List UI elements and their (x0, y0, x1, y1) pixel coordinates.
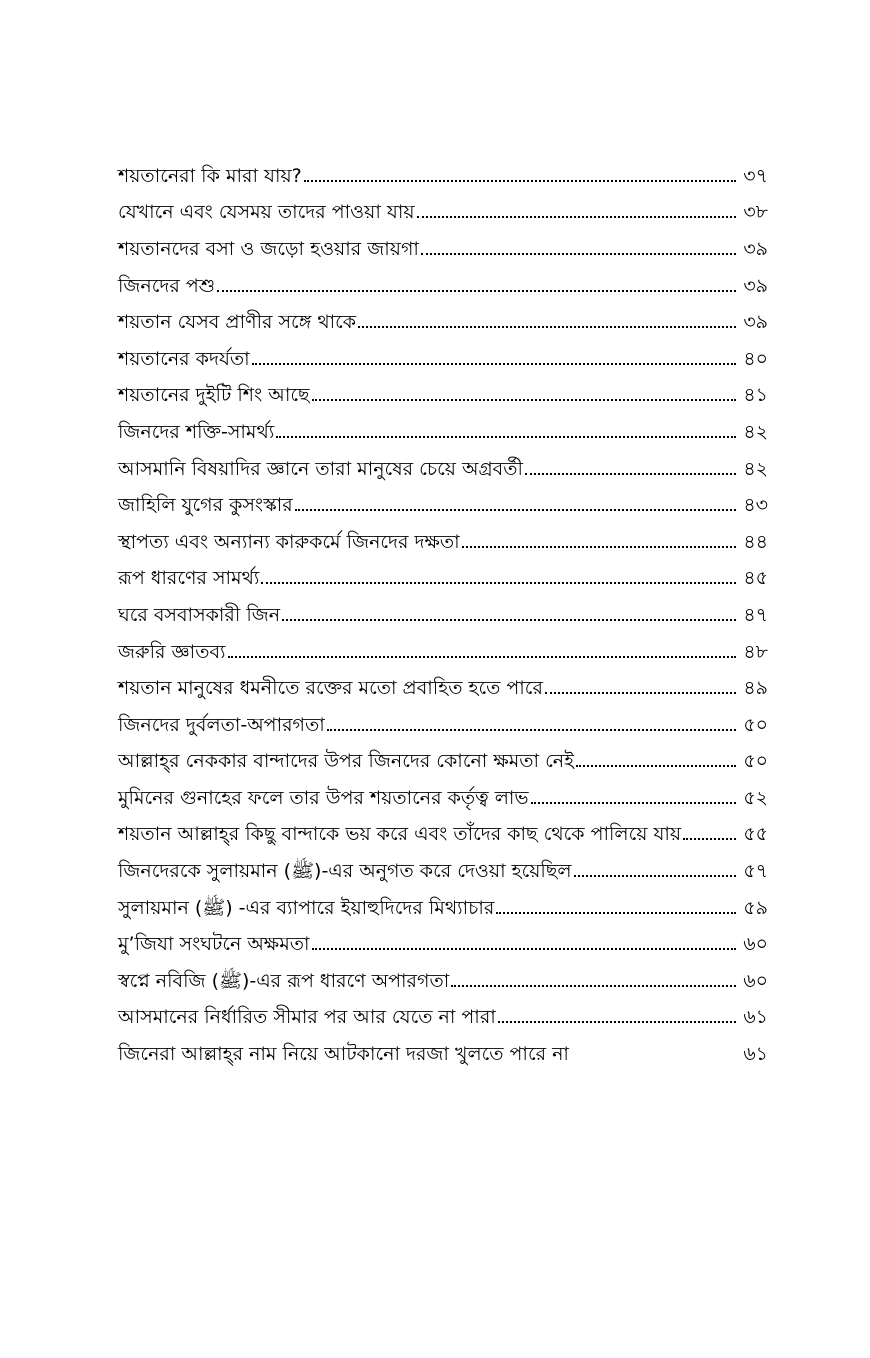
dot-leader (228, 655, 736, 658)
toc-entry-title: জিনদের পশু (118, 274, 216, 297)
toc-entry-page: ৪৮ (743, 640, 768, 663)
toc-entry[interactable] (118, 414, 768, 451)
dot-leader (327, 728, 736, 731)
toc-entry[interactable] (118, 561, 768, 598)
toc-entry-page: ৩৯ (743, 311, 768, 334)
toc-entry-title: জিনদের শক্তি-সামর্থ্য (118, 420, 275, 443)
dot-leader (531, 801, 736, 804)
toc-entry[interactable] (118, 378, 768, 415)
toc-entry-title: যেখানে এবং যেসময় তাদের পাওয়া যায় (118, 201, 415, 224)
toc-entry[interactable] (118, 524, 768, 561)
toc-entry[interactable] (118, 963, 768, 1000)
toc-entry-title: জিনেরা আল্লাহ্‌র নাম নিয়ে আটকানো দরজা খুলতে পারে না (118, 1043, 569, 1066)
toc-entry-title: শয়তানের দুইটি শিং আছে (118, 384, 310, 407)
toc-entry-title: আসমানের নির্ধারিত সীমার পর আর যেতে না পারা (118, 1006, 496, 1029)
dot-leader (462, 545, 736, 548)
toc-entry-title: শয়তানের কদর্যতা (118, 347, 250, 370)
toc-entry-page: ৫২ (743, 786, 768, 809)
dot-leader (417, 215, 736, 218)
dot-leader (421, 252, 736, 255)
toc-entry-title: শয়তানদের বসা ও জড়ো হওয়ার জায়গা (118, 237, 419, 260)
toc-entry[interactable] (118, 231, 768, 268)
toc-entry[interactable] (118, 853, 768, 890)
toc-entry[interactable] (118, 670, 768, 707)
table-of-contents (118, 158, 768, 1073)
toc-entry-title: জরুরি জ্ঞাতব্য (118, 640, 226, 663)
toc-entry-title: জিনদেরকে সুলায়মান (ﷺ)-এর অনুগত করে দেওয়া হয়েছিল (118, 860, 572, 883)
toc-entry[interactable] (118, 744, 768, 781)
dot-leader (576, 764, 736, 767)
toc-entry-title: জাহিলি যুগের কুসংস্কার (118, 494, 293, 517)
toc-entry-page: ৩৯ (743, 237, 768, 260)
toc-entry-title: জিনদের দুর্বলতা-অপারগতা (118, 713, 325, 736)
toc-entry-page: ৫৫ (743, 823, 768, 846)
dot-leader (261, 581, 736, 584)
toc-entry-page: ৪৩ (743, 494, 768, 517)
toc-entry-page: ৬১ (743, 1006, 768, 1029)
toc-entry-title: আসমানি বিষয়াদির জ্ঞানে তারা মানুষের চেয়ে অগ্রবর্তী (118, 457, 523, 480)
toc-entry[interactable] (118, 890, 768, 927)
toc-entry[interactable] (118, 634, 768, 671)
toc-entry-page: ৬১ (743, 1043, 768, 1066)
dot-leader (498, 1020, 736, 1023)
toc-entry[interactable] (118, 304, 768, 341)
toc-entry-page: ৫৯ (743, 896, 768, 919)
toc-entry-title: ঘরে বসবাসকারী জিন (118, 603, 281, 626)
dot-leader (525, 472, 736, 475)
dot-leader (683, 837, 736, 840)
dot-leader (545, 691, 736, 694)
toc-entry[interactable] (118, 341, 768, 378)
toc-entry-page: ৪০ (743, 347, 768, 370)
toc-entry-page: ৩৭ (743, 164, 768, 187)
toc-entry-title: মু’জিযা সংঘটনে অক্ষমতা (118, 933, 310, 956)
toc-entry-title: সুলায়মান (ﷺ) -এর ব্যাপারে ইয়াহুদিদের মিথ্যাচার (118, 896, 495, 919)
toc-entry-title: স্বপ্নে নবিজি (ﷺ)-এর রূপ ধারণে অপারগতা (118, 969, 450, 992)
dot-leader (217, 289, 736, 292)
toc-entry[interactable] (118, 780, 768, 817)
dot-leader (295, 508, 736, 511)
dot-leader (312, 947, 736, 950)
toc-entry[interactable] (118, 1036, 768, 1073)
dot-leader (304, 179, 736, 182)
toc-entry[interactable] (118, 817, 768, 854)
dot-leader (358, 325, 736, 328)
toc-entry[interactable] (118, 451, 768, 488)
toc-entry-page: ৫০ (743, 750, 768, 773)
toc-entry-page: ৪১ (743, 384, 768, 407)
toc-entry-page: ৩৯ (743, 274, 768, 297)
toc-entry[interactable] (118, 268, 768, 305)
toc-entry-title: শয়তান যেসব প্রাণীর সঙ্গে থাকে (118, 311, 357, 334)
toc-entry-title: শয়তান মানুষের ধমনীতে রক্তের মতো প্রবাহিত হতে পারে (118, 677, 543, 700)
toc-entry-title: স্থাপত্য এবং অন্যান্য কারুকর্মে জিনদের দক্ষতা (118, 530, 460, 553)
toc-entry-page: ৫০ (743, 713, 768, 736)
dot-leader (574, 874, 736, 877)
toc-entry-title: আল্লাহ্‌র নেককার বান্দাদের উপর জিনদের কোনো ক্ষমতা নেই (118, 750, 575, 773)
toc-entry-page: ৬০ (743, 969, 768, 992)
toc-entry-page: ৪৭ (743, 603, 768, 626)
toc-entry[interactable] (118, 597, 768, 634)
dot-leader (496, 911, 736, 914)
toc-entry[interactable] (118, 707, 768, 744)
toc-entry[interactable] (118, 487, 768, 524)
dot-leader (276, 435, 736, 438)
toc-entry[interactable] (118, 926, 768, 963)
dot-leader (282, 618, 736, 621)
toc-entry-page: ৫৭ (743, 860, 768, 883)
toc-entry-title: শয়তানেরা কি মারা যায়? (118, 164, 302, 187)
toc-entry-page: ৪২ (743, 457, 768, 480)
toc-entry[interactable] (118, 1000, 768, 1037)
dot-leader (571, 1058, 736, 1059)
toc-entry-page: ৪৯ (743, 677, 768, 700)
toc-entry-page: ৪৫ (743, 567, 768, 590)
toc-entry-page: ৪২ (743, 420, 768, 443)
toc-entry-page: ৬০ (743, 933, 768, 956)
dot-leader (451, 984, 736, 987)
dot-leader (312, 398, 736, 401)
toc-entry-page: ৩৮ (743, 201, 768, 224)
toc-entry-title: শয়তান আল্লাহ্‌র কিছু বান্দাকে ভয় করে এবং তাঁদের কাছ থেকে পালিয়ে যায় (118, 823, 682, 846)
toc-entry-title: মুমিনের গুনাহের ফলে তার উপর শয়তানের কর্তৃত্ব লাভ (118, 786, 529, 809)
dot-leader (252, 362, 736, 365)
toc-entry[interactable] (118, 158, 768, 195)
toc-entry[interactable] (118, 195, 768, 232)
toc-entry-title: রূপ ধারণের সামর্থ্য (118, 567, 260, 590)
toc-entry-page: ৪৪ (743, 530, 768, 553)
